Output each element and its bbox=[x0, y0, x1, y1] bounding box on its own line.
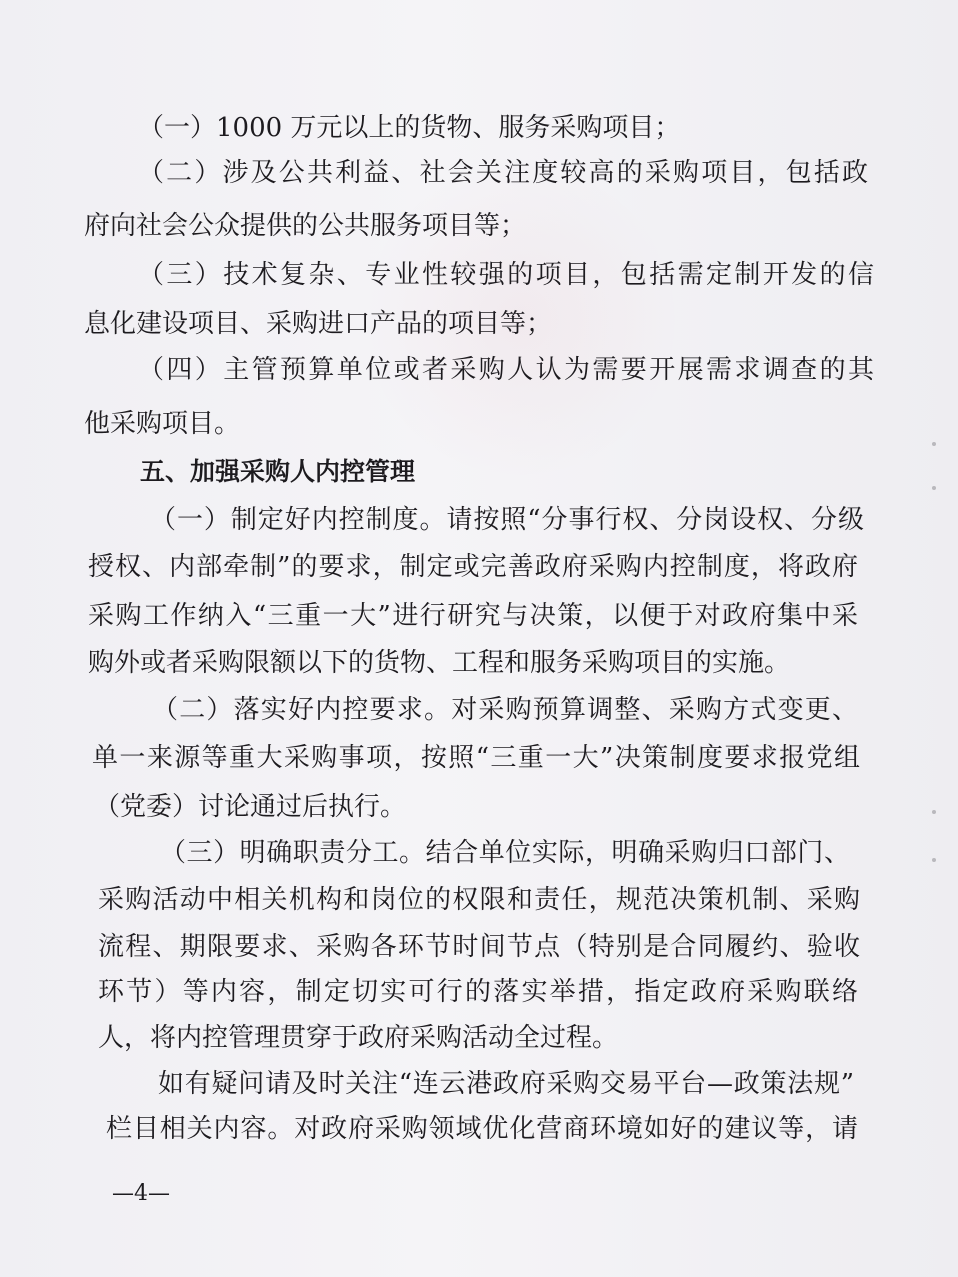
text-line-11: 采购工作纳入“三重一大”进行研究与决策，以便于对政府集中采 bbox=[88, 601, 860, 631]
section-heading: 五、加强采购人内控管理 bbox=[140, 457, 416, 486]
text-line-7: 他采购项目。 bbox=[84, 409, 241, 439]
text-line-14: 单一来源等重大采购事项，按照“三重一大”决策制度要求报党组 bbox=[92, 743, 862, 773]
text-line-4: （三）技术复杂、专业性较强的项目，包括需定制开发的信 bbox=[138, 260, 877, 290]
text-line-3: 府向社会公众提供的公共服务项目等； bbox=[84, 211, 527, 241]
page-number: —4— bbox=[112, 1181, 170, 1206]
text-line-19: 环节）等内容，制定切实可行的落实举措，指定政府采购联络 bbox=[98, 977, 861, 1007]
text-line-1: （一）1000 万元以上的货物、服务采购项目； bbox=[138, 113, 681, 143]
binding-hole bbox=[932, 486, 936, 490]
text-line-12: 购外或者采购限额以下的货物、工程和服务采购项目的实施。 bbox=[88, 648, 791, 678]
binding-hole bbox=[932, 442, 936, 446]
text-line-15: （党委）讨论通过后执行。 bbox=[94, 792, 407, 822]
text-line-21: 如有疑问请及时关注“连云港政府采购交易平台—政策法规” bbox=[158, 1069, 855, 1099]
text-line-6: （四）主管预算单位或者采购人认为需要开展需求调查的其 bbox=[138, 355, 877, 385]
text-line-2: （二）涉及公共利益、社会关注度较高的采购项目，包括政 bbox=[138, 158, 871, 188]
binding-hole bbox=[932, 810, 936, 814]
text-line-9: （一）制定好内控制度。请按照“分事行权、分岗设权、分级 bbox=[150, 505, 865, 535]
text-line-13: （二）落实好内控要求。对采购预算调整、采购方式变更、 bbox=[152, 695, 860, 725]
text-line-5: 息化建设项目、采购进口产品的项目等； bbox=[84, 309, 553, 339]
text-line-17: 采购活动中相关机构和岗位的权限和责任，规范决策机制、采购 bbox=[98, 885, 862, 915]
text-line-22: 栏目相关内容。对政府采购领域优化营商环境如好的建议等，请 bbox=[106, 1114, 859, 1144]
binding-hole bbox=[932, 858, 936, 862]
text-line-20: 人，将内控管理贯穿于政府采购活动全过程。 bbox=[98, 1023, 619, 1053]
text-line-10: 授权、内部牵制”的要求，制定或完善政府采购内控制度，将政府 bbox=[88, 552, 860, 582]
text-line-18: 流程、期限要求、采购各环节时间节点（特别是合同履约、验收 bbox=[98, 932, 862, 962]
text-line-16: （三）明确职责分工。结合单位实际，明确采购归口部门、 bbox=[160, 838, 851, 868]
